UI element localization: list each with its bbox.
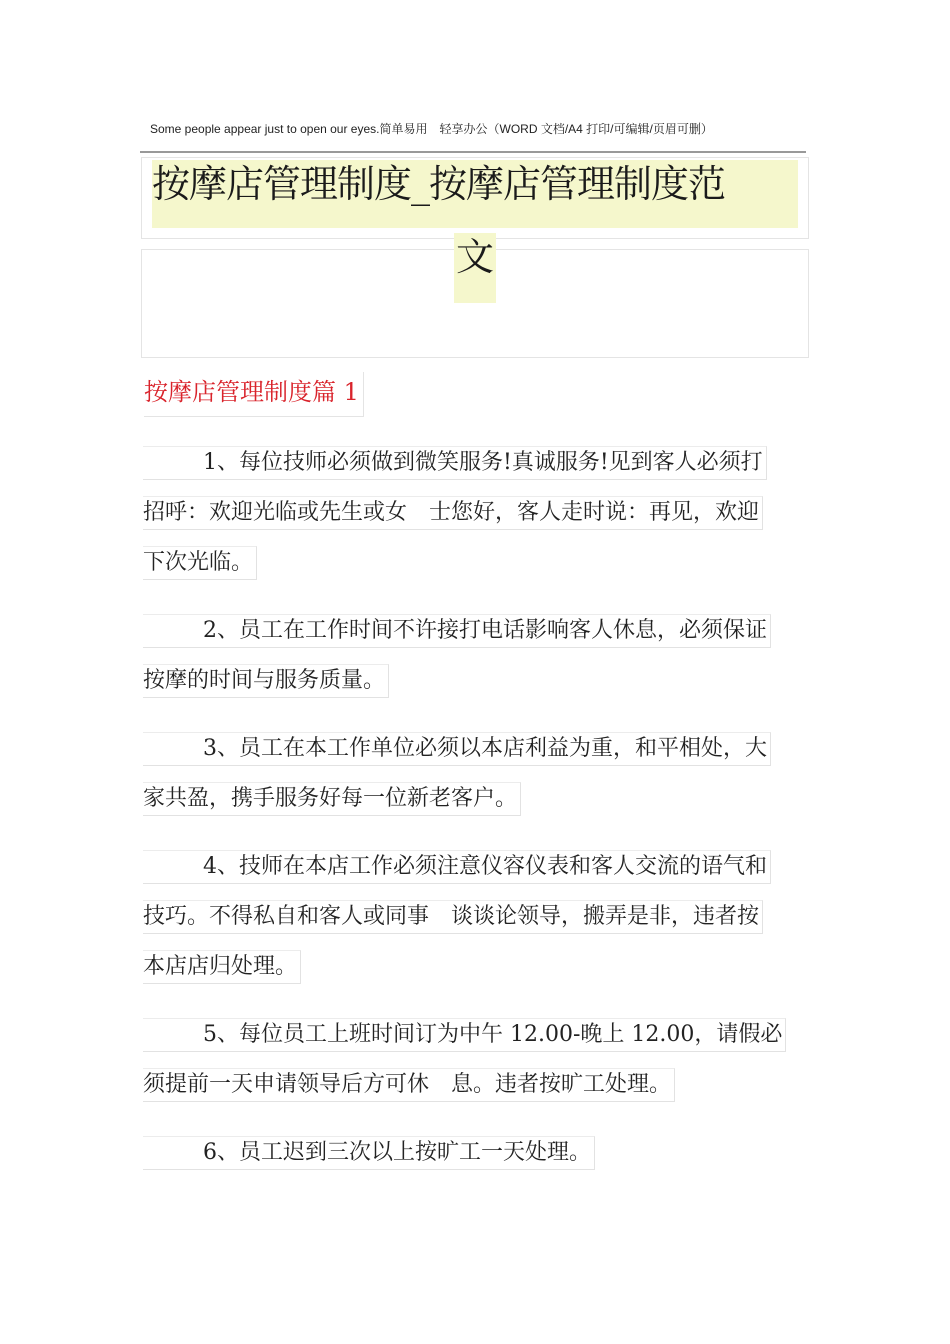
paragraph-line: 1、每位技师必须做到微笑服务!真诚服务!见到客人必须打 — [143, 446, 767, 480]
paragraph-line: 技巧。不得私自和客人或同事 谈谈论领导，搬弄是非，违者按 — [143, 900, 763, 934]
paragraph-line: 按摩的时间与服务质量。 — [143, 664, 389, 698]
paragraph-line: 5、每位员工上班时间订为中午 12.00-晚上 12.00，请假必 — [143, 1018, 786, 1052]
section-heading: 按摩店管理制度篇 1 — [144, 372, 364, 417]
paragraph-line: 下次光临。 — [143, 546, 257, 580]
page-header: Some people appear just to open our eyes.简单易用 轻享办公（WORD 文档/A4 打印/可编辑/页眉可删） — [150, 122, 713, 136]
paragraph-line: 4、技师在本店工作必须注意仪容仪表和客人交流的语气和 — [143, 850, 771, 884]
document-title-continued: 文 — [454, 233, 496, 303]
header-divider — [140, 151, 806, 153]
paragraph-line: 6、员工迟到三次以上按旷工一天处理。 — [143, 1136, 595, 1170]
paragraph-line: 家共盈，携手服务好每一位新老客户。 — [143, 782, 521, 816]
paragraph-line: 2、员工在工作时间不许接打电话影响客人休息，必须保证 — [143, 614, 771, 648]
paragraph-line: 本店店归处理。 — [143, 950, 301, 984]
paragraph-line: 招呼：欢迎光临或先生或女 士您好，客人走时说：再见，欢迎 — [143, 496, 763, 530]
paragraph-line: 3、员工在本工作单位必须以本店利益为重，和平相处，大 — [143, 732, 771, 766]
paragraph-line: 须提前一天申请领导后方可休 息。违者按旷工处理。 — [143, 1068, 675, 1102]
document-title: 按摩店管理制度_按摩店管理制度范 — [152, 160, 798, 228]
